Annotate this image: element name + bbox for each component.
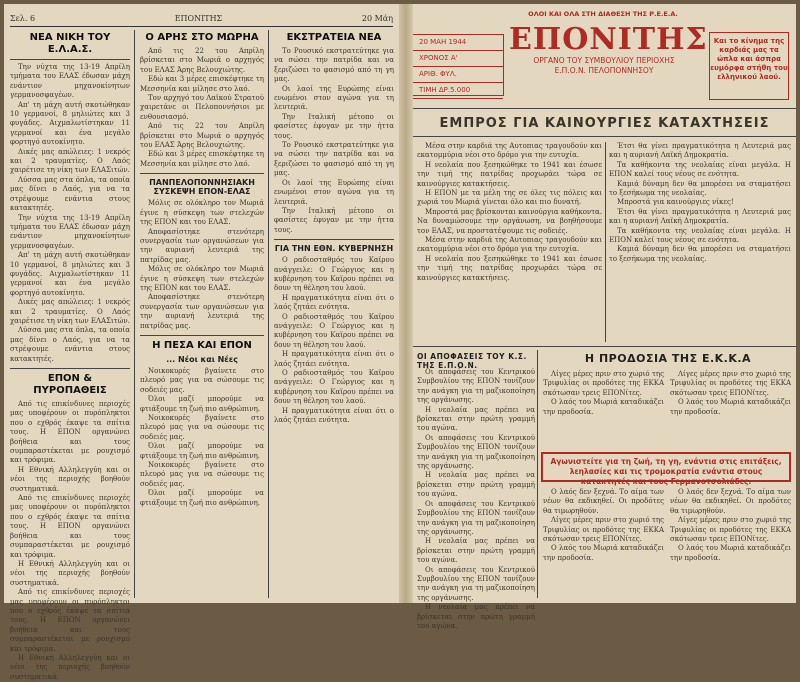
column-rule — [605, 142, 606, 342]
column-rule — [134, 30, 135, 598]
section-heading: Η ΠΡΟΔΟΣΙΑ ΤΗΣ Ε.Κ.Κ.Α — [584, 352, 752, 365]
section-2-body-continued — [543, 488, 791, 598]
article-heading: ΕΠΟΝ & ΠΥΡΟΠΑΘΕΙΣ — [33, 373, 107, 396]
rule — [10, 59, 130, 60]
article-body: Νοικοκυρές βγαίνετε στο πλευρό μας για να σώσουμε τις σοδειές μας. Όλοι μαζί μπορούμε να φτιάξουμε τη ζωή πιο ανθρώπινη. Νοικοκυρές βγαίνετε στο πλευρό μας για να σώσουμε τις σοδειές μας. Όλοι μαζί μπορούμε να φτιάξουμε τη ζωή πιο ανθρώπινη. Νοικοκυρές βγαίνετε στο πλευρό μας για να σώσουμε τις σοδειές μας. Όλοι μαζί μπορούμε να φτιάξουμε τη ζωή πιο ανθρώπινη. — [140, 366, 264, 507]
article-body: Λίγες μέρες πριν στο χωριό της Τριφυλίας οι προδότες της ΕΚΚΑ σκότωσαν τρεις ΕΠΟΝίτες. Ο λαός του Μωριά καταδικάζει την προδοσία. Λίγες μέρες πριν στο χωριό της Τριφυλίας οι προδότες της ΕΚΚΑ σκότωσαν τρεις ΕΠΟΝίτες. Ο λαός του Μωριά καταδικάζει την προδοσία. — [543, 370, 791, 416]
article-body: Ο ραδιοσταθμός του Καϊρου ανάγγειλε: Ο Γεώργιος και η κυβέρνηση του Καϊρου πρέπει να δουν τη θέληση του λαού. Η πραγματικότητα είναι ότι ο λαός ζητάει ενότητα. Ο ραδιοσταθμός του Καϊρου ανάγγειλε: Ο Γεώργιος και η κυβέρνηση του Καϊρου πρέπει να δουν τη θέληση του λαού. Η πραγματικότητα είναι ότι ο λαός ζητάει ενότητα. Ο ραδιοσταθμός του Καϊρου ανάγγειλε: Ο Γεώργιος και η κυβέρνηση του Καϊρου πρέπει να δουν τη θέληση του λαού. Η πραγματικότητα είναι ότι ο λαός ζητάει ενότητα. — [274, 256, 394, 425]
article-body: Την νύχτα της 13-19 Απρίλη τμήματα του ΕΛΑΣ έδωσαν μάχη ενάντιον μηχανοκίνητων γερμανοσφαγέων. Απ' τη μάχη αυτή σκοτώθηκαν 10 γερμανοί, 8 μηλιώτες και 3 φυγάδες. Αιχμαλωτίστηκαν 11 γερμανοί και ένα μεγάλο φορτηγό αυτοκίνητο. Δικές μας απώλειες: 1 νεκρός και 2 τραυματίες. Ο Λαός χαιρέτισε τη νίκη των ΕΛΑΣιτών. Λύσσα μας στα όπλα, τα οποία μας δίνει ο Λαός, για να τα στρέψουμε ενάντια στους κατακτητές. Την νύχτα της 13-19 Απρίλη τμήματα του ΕΛΑΣ έδωσαν μάχη ενάντιον μηχανοκίνητων γερμανοσφαγέων. Απ' τη μάχη αυτή σκοτώθηκαν 10 γερμανοί, 8 μηλιώτες και 3 φυγάδες. Αιχμαλωτίστηκαν 11 γερμανοί και ένα μεγάλο φορτηγό αυτοκίνητο. Δικές μας απώλειες: 1 νεκρός και 2 τραυματίες. Ο Λαός χαιρέτισε τη νίκη των ΕΛΑΣιτών. Λύσσα μας στα όπλα, τα οποία μας δίνει ο Λαός, για να τα στρέψουμε ενάντια στους κατακτητές. — [10, 63, 130, 363]
column-1 — [10, 32, 130, 681]
page-fold — [399, 4, 413, 603]
article-body: Ο λαός δεν ξεχνά. Το αίμα των νέων θα εκδικηθεί. Οι προδότες θα τιμωρηθούν. Λίγες μέρες πριν στο χωριό της Τριφυλίας οι προδότες της ΕΚΚΑ σκότωσαν τρεις ΕΠΟΝίτες. Ο λαός του Μωριά καταδικάζει την προδοσία. Ο λαός δεν ξεχνά. Το αίμα των νέων θα εκδικηθεί. Οι προδότες θα τιμωρηθούν. Λίγες μέρες πριν στο χωριό της Τριφυλίας οι προδότες της ΕΚΚΑ σκότωσαν τρεις ΕΠΟΝίτες. Ο λαός του Μωριά καταδικάζει την προδοσία. — [543, 488, 791, 562]
section-2-body — [543, 370, 791, 448]
organ-line: Ε.Π.Ο.Ν. ΠΕΛΟΠΟΝΝΗΣΟΥ — [554, 66, 654, 75]
section-heading: ΟΙ ΑΠΟΦΑΣΕΙΣ ΤΟΥ Κ.Σ. ΤΗΣ Ε.Π.Ο.Ν. — [417, 352, 527, 370]
right-page — [413, 4, 796, 630]
issue-info-box — [413, 34, 504, 96]
rule — [10, 368, 130, 369]
left-page — [4, 4, 399, 681]
masthead — [509, 22, 708, 84]
column-2 — [140, 32, 264, 598]
column-3 — [274, 32, 394, 598]
rule — [140, 173, 264, 174]
page-number: Σελ. 6 — [10, 14, 36, 23]
section-1-body — [417, 368, 535, 630]
masthead-motto: ΟΛΟΙ ΚΑΙ ΟΛΑ ΣΤΗ ΔΙΑΘΕΣΗ ΤΗΣ Ρ.Ε.Ε.Α. — [528, 10, 678, 18]
column-rule — [537, 350, 538, 598]
article-body: Από τις επικίνδυνες περιοχές μας υποφέρουν οι πυρόπληκτοι που ο εχθρός έκαψε τα σπίτια τους. Η ΕΠΟΝ οργανώνει βοήθεια και τους συμπαραστέκεται με ρουχισμό και τρόφιμα. Η Εθνική Αλληλεγγύη και οι νέοι της περιοχής βοηθούν συστηματικά. Από τις επικίνδυνες περιοχές μας υποφέρουν οι πυρόπληκτοι που ο εχθρός έκαψε τα σπίτια τους. Η ΕΠΟΝ οργανώνει βοήθεια και τους συμπαραστέκεται με ρουχισμό και τρόφιμα. Η Εθνική Αλληλεγγύη και οι νέοι της περιοχής βοηθούν συστηματικά. Από τις επικίνδυνες περιοχές μας υποφέρουν οι πυρόπληκτοι που ο εχθρός έκαψε τα σπίτια τους. Η ΕΠΟΝ οργανώνει βοήθεια και τους συμπαραστέκεται με ρουχισμό και τρόφιμα. Η Εθνική Αλληλεγγύη και οι νέοι της περιοχής βοηθούν συστηματικά. — [10, 400, 130, 681]
issue-date: 20 ΜΑΗ 1944 — [413, 35, 503, 51]
article-subheading: ... Νέοι και Νέες — [166, 354, 238, 364]
issue-price: ΤΙΜΗ ΔΡ.5.000 — [413, 83, 503, 99]
rule — [413, 108, 796, 109]
lead-body: Μέσα στην καρδιά της Αυτοπιας τραγουδούν και εκατομμύρια νέοι στο δρόμο για την ευτυχία. Η νεολαία που ξεσηκώθηκε το 1941 και έσωσε την τιμή της πατρίδας προχωράει τώρα σε καινούργιες κατακτήσεις. Η ΕΠΟΝ με τα μέλη της σε όλες τις πόλεις και χωριά του Μωριά γίνεται όλο και πιο δυνατή. Μπροστά μας βρίσκονται καινούργια καθήκοντα. Να δυναμώσουμε την οργάνωση, να βοηθήσουμε τον ΕΛΑΣ, να προστατέψουμε τις σοδειές. Μέσα στην καρδιά της Αυτοπιας τραγουδούν και εκατομμύρια νέοι στο δρόμο για την ευτυχία. Η νεολαία που ξεσηκώθηκε το 1941 και έσωσε την τιμή της πατρίδας προχωράει τώρα σε καινούργιες κατακτήσεις. — [417, 142, 602, 282]
issue-year: ΧΡΟΝΟΣ Α' — [413, 51, 503, 67]
article-body: Από τις 22 του Απρίλη βρίσκεται στο Μωριά ο αρχηγός του ΕΛΑΣ Άρης Βελουχιώτης. Εδώ και 3 μέρες επισκέφτηκε τη Μεσσηνία και μίλησε στο λαό. Τον αρχηγό του Λαϊκού Στρατού χαιρετάνε οι Πελοποννήσιοι με ενθουσιασμό. Από τις 22 του Απρίλη βρίσκεται στο Μωριά ο αρχηγός του ΕΛΑΣ Άρης Βελουχιώτης. Εδώ και 3 μέρες επισκέφτηκε τη Μεσσηνία και μίλησε στο λαό. — [140, 47, 264, 168]
column-rule — [268, 30, 269, 598]
article-heading: ΝΕΑ ΝΙΚΗ ΤΟΥ Ε.Λ.Α.Σ. — [29, 32, 111, 55]
rule — [413, 346, 796, 347]
call-to-action-box: Αγωνιστείτε για τη ζωή, τη γη, ενάντια στις επιτάξεις, λεηλασίες και τις τρομοκρατία ενάντια στους κατακτητές και τους Γερμανοτσολιάδες. — [541, 452, 791, 482]
newspaper-title: ΕΠΟΝΙΤΗΣ — [509, 22, 708, 57]
article-heading: ΕΚΣΤΡΑΤΕΙΑ ΝΕΑ — [286, 32, 382, 43]
article-heading: Ο ΑΡΗΣ ΣΤΟ ΜΩΡΗΑ — [145, 32, 259, 43]
organ-line: ΟΡΓΑΝΟ ΤΟΥ ΣΥΜΒΟΥΛΙΟΥ ΠΕΡΙΟΧΗΣ — [533, 56, 675, 65]
newspaper-spread — [4, 4, 796, 681]
article-heading: ΠΑΝΠΕΛΟΠΟΝΝΗΣΙΑΚΗ ΣΥΣΚΕΨΗ ΕΠΟΝ-ΕΛΑΣ — [149, 178, 255, 197]
lead-body: Έτσι θα γίνει πραγματικότητα η Λευτεριά μας και η αυριανή Λαϊκή Δημοκρατία. Τα καθήκοντα της νεολαίας είναι μεγάλα. Η ΕΠΟΝ καλεί τους νέους σε ενότητα. Καμιά δύναμη δεν θα μπορέσει να σταματήσει το ξεσήκωμα της νεολαίας. Μπροστά για καινούργιες νίκες! Έτσι θα γίνει πραγματικότητα η Λευτεριά μας και η αυριανή Λαϊκή Δημοκρατία. Τα καθήκοντα της νεολαίας είναι μεγάλα. Η ΕΠΟΝ καλεί τους νέους σε ενότητα. Καμιά δύναμη δεν θα μπορέσει να σταματήσει το ξεσήκωμα της νεολαίας. — [609, 142, 791, 263]
rule — [413, 136, 796, 137]
rule — [140, 335, 264, 336]
article-heading: ΓΙΑ ΤΗΝ ΕΘΝ. ΚΥΒΕΡΝΗΣΗ — [274, 244, 394, 254]
lead-headline: ΕΜΠΡΟΣ ΓΙΑ ΚΑΙΝΟΥΡΓΙΕΣ ΚΑΤΑΧΤΗΣΕΙΣ — [439, 116, 770, 131]
lead-column-1 — [417, 142, 602, 342]
slogan-box: Και το κίνημα της καρδιάς μας τα ώπλα και άσπρα ευμόρφα στήθη του ελληνικού λαού. — [709, 32, 789, 100]
article-heading: Η ΠΕΣΑ ΚΑΙ ΕΠΟΝ — [152, 339, 252, 351]
lead-column-2 — [609, 142, 791, 342]
issue-number: ΑΡΙΘ. ΦΥΛ. — [413, 67, 503, 83]
running-head — [10, 14, 393, 27]
article-body: Οι αποφάσεις του Κεντρικού Συμβουλίου της ΕΠΟΝ τονίζουν την ανάγκη για τη μαζικοποίηση της οργάνωσης. Η νεολαία μας πρέπει να βρίσκεται στην πρώτη γραμμή του αγώνα. Οι αποφάσεις του Κεντρικού Συμβουλίου της ΕΠΟΝ τονίζουν την ανάγκη για τη μαζικοποίηση της οργάνωσης. Η νεολαία μας πρέπει να βρίσκεται στην πρώτη γραμμή του αγώνα. Οι αποφάσεις του Κεντρικού Συμβουλίου της ΕΠΟΝ τονίζουν την ανάγκη για τη μαζικοποίηση της οργάνωσης. Η νεολαία μας πρέπει να βρίσκεται στην πρώτη γραμμή του αγώνα. Οι αποφάσεις του Κεντρικού Συμβουλίου της ΕΠΟΝ τονίζουν την ανάγκη για τη μαζικοποίηση της οργάνωσης. Η νεολαία μας πρέπει να βρίσκεται στην πρώτη γραμμή του αγώνα. — [417, 368, 535, 630]
rule — [274, 239, 394, 240]
article-body: Το Ρουσικό εκστρατεύτηκε για να σώσει την πατρίδα και να ξεριζώσει το φασισμό από τη γη μας. Οι λαοί της Ευρώπης είναι ενωμένοι στον αγώνα για τη λευτεριά. Την Ιταλική μέτοπο οι φασίστες έφυγαν με την ήττα τους. Το Ρουσικό εκστρατεύτηκε για να σώσει την πατρίδα και να ξεριζώσει το φασισμό από τη γη μας. Οι λαοί της Ευρώπης είναι ενωμένοι στον αγώνα για τη λευτεριά. Την Ιταλική μέτοπο οι φασίστες έφυγαν με την ήττα τους. — [274, 47, 394, 234]
running-date: 20 Μάη — [361, 14, 393, 23]
running-title: ΕΠΟΝΙΤΗΣ — [174, 14, 223, 23]
article-body: Μόλις σε ολόκληρο τον Μωριά έγινε η σύσκεψη των στελεχών της ΕΠΟΝ και του ΕΛΑΣ. Αποφασίστηκε στενότερη συνεργασία των οργανώσεων για την αυριανή λευτεριά της πατρίδας μας. Μόλις σε ολόκληρο τον Μωριά έγινε η σύσκεψη των στελεχών της ΕΠΟΝ και του ΕΛΑΣ. Αποφασίστηκε στενότερη συνεργασία των οργανώσεων για την αυριανή λευτεριά της πατρίδας μας. — [140, 199, 264, 330]
